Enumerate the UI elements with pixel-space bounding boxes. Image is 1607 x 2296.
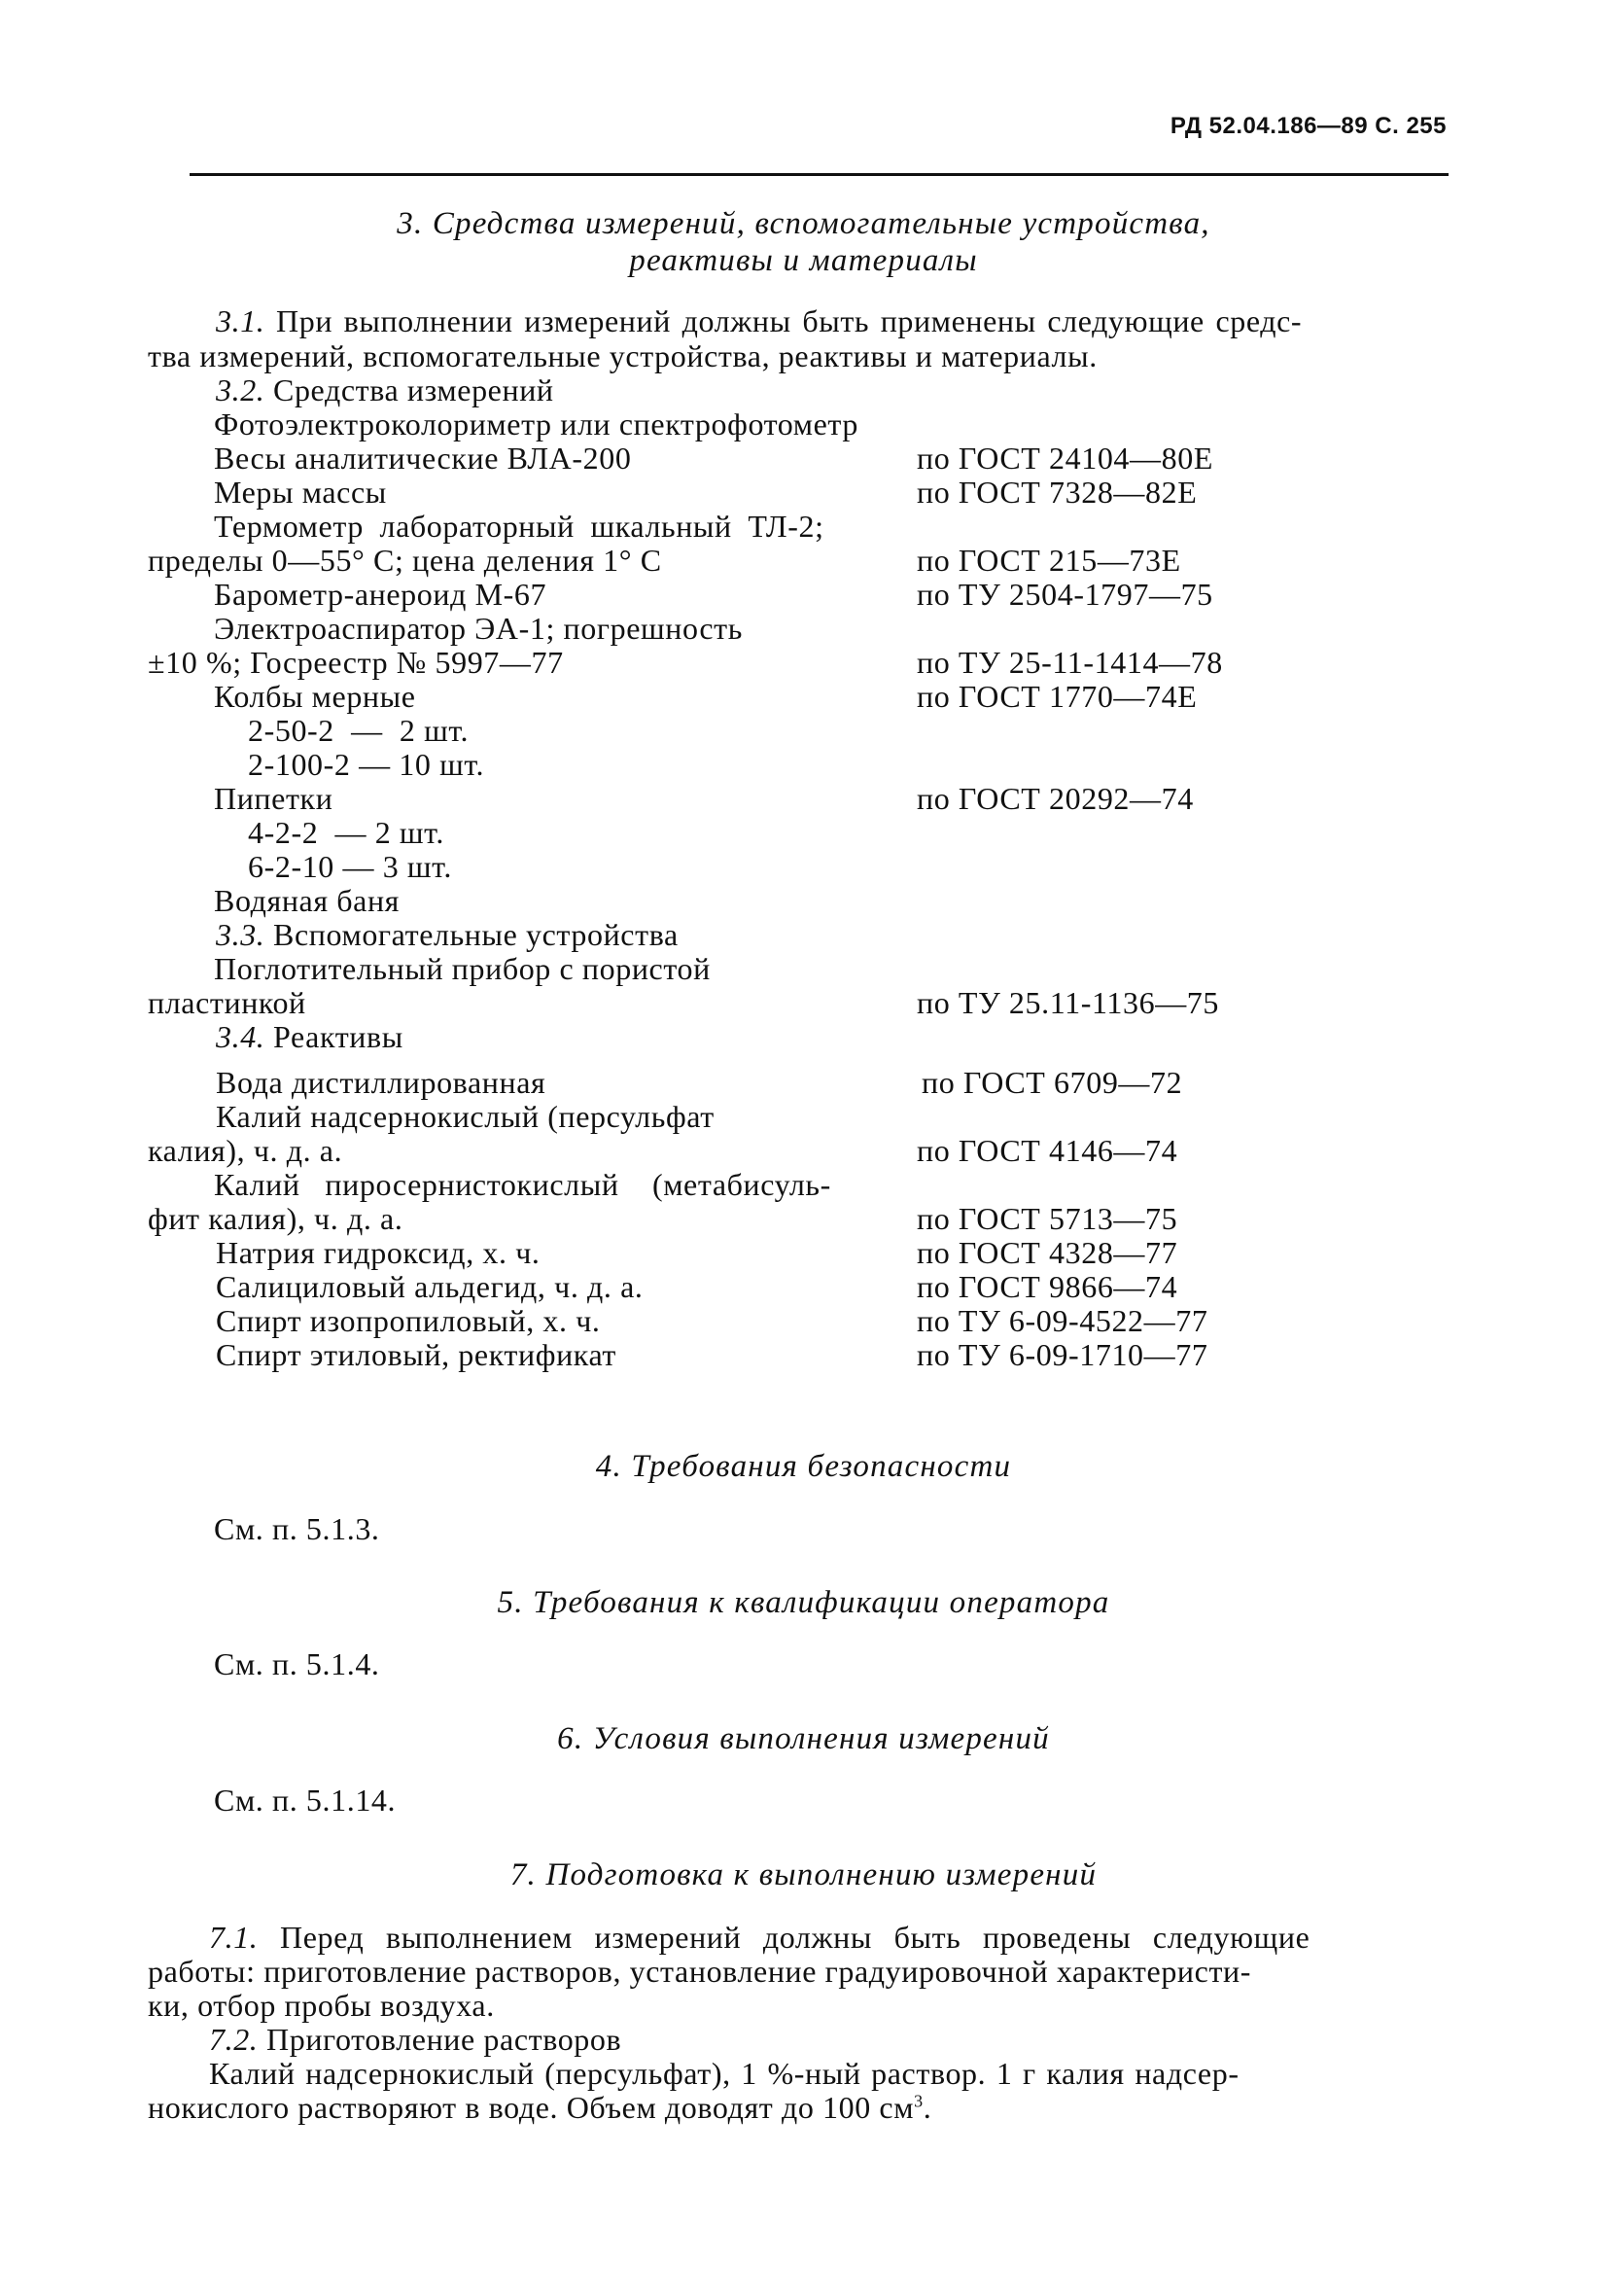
para-7-1-line3: ки, отбор пробы воздуха. (148, 1988, 495, 2023)
para-7-1-number: 7.1. (209, 1920, 259, 1955)
para-3-3-number: 3.3. (216, 917, 265, 952)
para-3-1-text1: При выполнении измерений должны быть применены следующие средс- (276, 303, 1303, 338)
instrument-name: Колбы мерные (214, 679, 416, 714)
instrument-name: Меры массы (214, 475, 387, 510)
para-3-4-number: 3.4. (216, 1019, 265, 1054)
reagent-name: Спирт этиловый, ректификат (216, 1337, 617, 1372)
instrument-name: ±10 %; Госреестр № 5997—77 (148, 645, 564, 680)
reagent-name: Салициловый альдегид, ч. д. а. (216, 1269, 644, 1304)
instrument-ref: по ТУ 2504-1797—75 (917, 577, 1213, 612)
para-3-1-line1 (216, 304, 1302, 338)
instrument-name: 6-2-10 — 3 шт. (248, 849, 452, 884)
para-7-2-line1: Калий надсернокислый (персульфат), 1 %-ный раствор. 1 г калия надсер- (209, 2056, 1240, 2091)
aux-device-name: Поглотительный прибор с пористой (214, 951, 711, 986)
instrument-name: пределы 0—55° С; цена деления 1° С (148, 543, 662, 578)
instrument-ref: по ТУ 25-11-1414—78 (917, 645, 1223, 680)
reagent-name: Натрия гидроксид, х. ч. (216, 1235, 541, 1270)
section-4-title: 4. Требования безопасности (595, 1449, 1012, 1484)
para-3-2-number: 3.2. (216, 372, 265, 407)
reagent-name: калия), ч. д. а. (148, 1133, 343, 1168)
aux-device-name: пластинкой (148, 985, 306, 1020)
para-7-1-line2: работы: приготовление растворов, установление градуировочной характеристи- (148, 1954, 1252, 1989)
instrument-name: 2-100-2 — 10 шт. (248, 747, 485, 782)
para-3-3-title (216, 918, 679, 952)
instrument-ref: по ГОСТ 20292—74 (917, 781, 1194, 816)
instrument-name: Весы аналитические ВЛА-200 (214, 441, 632, 476)
reagent-ref: по ТУ 6-09-4522—77 (917, 1303, 1208, 1338)
instrument-name: Термометр лабораторный шкальный ТЛ-2; (214, 509, 824, 544)
para-3-1-number: 3.1. (216, 303, 265, 338)
section-3-title-line2: реактивы и материалы (629, 243, 978, 278)
instrument-ref: по ГОСТ 24104—80Е (917, 441, 1213, 476)
instrument-name: Пипетки (214, 781, 333, 816)
instrument-ref: по ГОСТ 7328—82Е (917, 475, 1198, 510)
reagent-name: фит калия), ч. д. а. (148, 1201, 403, 1236)
header-rule (190, 173, 1449, 176)
reagent-ref: по ГОСТ 6709—72 (922, 1065, 1183, 1100)
reagent-name: Спирт изопропиловый, х. ч. (216, 1303, 601, 1338)
para-3-2-title (216, 373, 554, 407)
section-5-text: См. п. 5.1.4. (214, 1646, 380, 1681)
reagent-ref: по ГОСТ 9866—74 (917, 1269, 1178, 1304)
section-6-text: См. п. 5.1.14. (214, 1783, 397, 1818)
instrument-name: 2-50-2 — 2 шт. (248, 713, 470, 748)
para-7-2-line2 (148, 2091, 931, 2125)
para-3-2-text: Средства измерений (273, 372, 554, 407)
para-7-1-line1 (209, 1921, 1310, 1955)
instrument-name: Электроаспиратор ЭА-1; погрешность (214, 611, 743, 646)
superscript-3: 3 (914, 2091, 924, 2111)
instrument-ref: по ГОСТ 1770—74Е (917, 679, 1198, 714)
reagent-ref: по ТУ 6-09-1710—77 (917, 1337, 1208, 1372)
reagent-ref: по ГОСТ 5713—75 (917, 1201, 1178, 1236)
instrument-name: Водяная баня (214, 883, 400, 918)
section-7-title: 7. Подготовка к выполнению измерений (509, 1857, 1098, 1892)
para-7-1-text1: Перед выполнением измерений должны быть проведены следующие (280, 1920, 1310, 1955)
para-7-2-text: Приготовление растворов (266, 2022, 622, 2057)
section-5-title: 5. Требования к квалификации оператора (497, 1585, 1110, 1620)
para-3-3-text: Вспомогательные устройства (273, 917, 679, 952)
reagent-name: Калий пиросернистокислый (метабисуль- (214, 1167, 831, 1202)
reagent-name: Вода дистиллированная (216, 1065, 546, 1100)
instrument-name: Барометр-анероид М-67 (214, 577, 547, 612)
instrument-ref: по ГОСТ 215—73Е (917, 543, 1181, 578)
reagent-ref: по ГОСТ 4328—77 (917, 1235, 1178, 1270)
para-3-1-line2: тва измерений, вспомогательные устройства, реактивы и материалы. (148, 338, 1098, 373)
instrument-name: 4-2-2 — 2 шт. (248, 815, 444, 850)
section-4-text: См. п. 5.1.3. (214, 1511, 380, 1546)
running-head: РД 52.04.186—89 С. 255 (1170, 113, 1447, 139)
para-7-2-line2-text: нокислого растворяют в воде. Объем доводят до 100 см (148, 2090, 915, 2125)
section-6-title: 6. Условия выполнения измерений (557, 1721, 1050, 1756)
aux-device-ref: по ТУ 25.11-1136—75 (917, 985, 1220, 1020)
reagent-ref: по ГОСТ 4146—74 (917, 1133, 1178, 1168)
para-3-4-text: Реактивы (273, 1019, 403, 1054)
section-3-title-line1: 3. Средства измерений, вспомогательные устройства, (397, 206, 1210, 241)
para-3-4-title (216, 1020, 403, 1054)
para-7-2-title (209, 2023, 621, 2057)
para-7-2-number: 7.2. (209, 2022, 259, 2057)
reagent-name: Калий надсернокислый (персульфат (216, 1099, 715, 1134)
para-7-2-line2-end: . (923, 2090, 932, 2125)
instrument-name: Фотоэлектроколориметр или спектрофотометр (214, 406, 859, 442)
